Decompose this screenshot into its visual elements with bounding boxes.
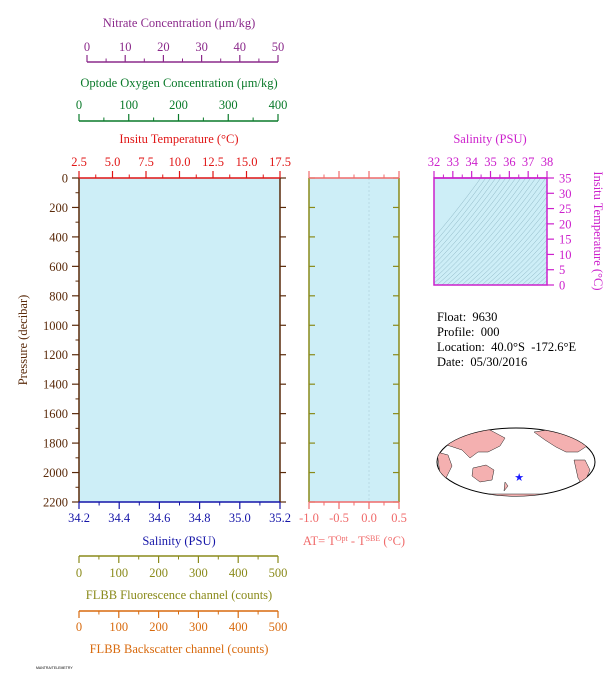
salinity-axis-tick-label: 35.2 — [269, 511, 291, 525]
greenland-land — [570, 428, 584, 436]
backscatter-axis-tick-label: 100 — [109, 620, 129, 634]
backscatter-axis-tick-label: 0 — [75, 620, 83, 634]
temperature-axis-tick-label: 7.5 — [138, 155, 154, 169]
salinity-axis-tick-label: 34.6 — [148, 511, 171, 525]
location: Location: 40.0°S -172.6°E — [437, 340, 577, 354]
pressure-tick-label: 1600 — [43, 407, 68, 422]
fluorescence-axis-tick-label: 500 — [268, 566, 288, 580]
at-axis-tick-label: -0.5 — [329, 511, 349, 525]
world-map — [437, 428, 595, 500]
footer-note: MANTRA/TELEMETRY — [36, 666, 73, 670]
backscatter-axis-tick-label: 200 — [149, 620, 168, 634]
pressure-tick-label: 1800 — [43, 436, 68, 451]
at-plot-area — [309, 178, 399, 502]
pressure-tick-label: 0 — [61, 171, 68, 186]
oxygen-axis-label: Optode Oxygen Concentration (μm/kg) — [80, 76, 278, 90]
oxygen-axis-tick-label: 300 — [218, 98, 238, 112]
oxygen-axis-tick-label: 400 — [268, 98, 288, 112]
temperature-axis-tick-label: 2.5 — [71, 155, 87, 169]
oxygen-axis-tick-label: 200 — [169, 98, 188, 112]
pressure-tick-label: 600 — [49, 259, 68, 274]
profile-chart — [16, 16, 291, 656]
float-location-marker: ★ — [514, 471, 525, 485]
fluorescence-axis-tick-label: 0 — [75, 566, 83, 580]
pressure-tick-label: 200 — [49, 200, 68, 215]
nitrate-axis-label: Nitrate Concentration (μm/kg) — [102, 16, 256, 30]
at-axis-tick-label: 0.5 — [391, 511, 407, 525]
salinity-axis-tick-label: 34.2 — [68, 511, 90, 525]
ts-title: Salinity (PSU) — [453, 132, 527, 146]
temperature-axis-tick-label: 10.0 — [168, 155, 191, 169]
oxygen-axis-tick-label: 0 — [75, 98, 83, 112]
nitrate-axis-tick-label: 40 — [233, 40, 247, 54]
pressure-tick-label: 400 — [49, 230, 68, 245]
ts-temp-tick-label: 15 — [559, 232, 572, 247]
pressure-tick-label: 1400 — [43, 377, 68, 392]
nitrate-axis-tick-label: 20 — [157, 40, 170, 54]
profile-number: Profile: 000 — [437, 325, 500, 339]
ts-salinity-axis-tick-label: 34 — [465, 155, 478, 169]
ts-diagram — [374, 132, 616, 295]
pressure-tick-label: 2000 — [43, 466, 68, 481]
at-axis-tick-label: -1.0 — [299, 511, 319, 525]
salinity-axis-tick-label: 34.4 — [108, 511, 131, 525]
oxygen-axis-tick-label: 100 — [119, 98, 139, 112]
nitrate-axis-tick-label: 50 — [271, 40, 285, 54]
backscatter-axis-tick-label: 500 — [268, 620, 288, 634]
ts-temp-tick-label: 35 — [559, 171, 572, 186]
at-axis-label: $AT= T^{Opt} - T^{SBE}$ (°C) — [302, 533, 406, 548]
salinity-axis-tick-label: 34.8 — [188, 511, 211, 525]
ts-salinity-axis-tick-label: 35 — [484, 155, 497, 169]
ts-temp-tick-label: 20 — [559, 217, 572, 232]
ts-salinity-axis-tick-label: 37 — [521, 155, 535, 169]
salinity-axis-tick-label: 35.0 — [228, 511, 251, 525]
ts-contour — [564, 145, 616, 295]
fluorescence-axis-tick-label: 400 — [228, 566, 248, 580]
ts-salinity-axis-tick-label: 33 — [446, 155, 460, 169]
ts-temp-tick-label: 25 — [559, 202, 572, 217]
backscatter-axis-tick-label: 400 — [228, 620, 248, 634]
ts-plot-area — [434, 178, 547, 285]
ts-salinity-axis-tick-label: 36 — [503, 155, 516, 169]
pressure-tick-label: 1200 — [43, 348, 68, 363]
at-axis-tick-label: 0.0 — [361, 511, 377, 525]
date: Date: 05/30/2016 — [437, 355, 528, 369]
temperature-axis-tick-label: 12.5 — [202, 155, 224, 169]
at-chart — [299, 171, 407, 548]
nitrate-axis-tick-label: 30 — [195, 40, 208, 54]
nitrate-axis-tick-label: 0 — [83, 40, 91, 54]
antarctica-land — [440, 494, 592, 500]
pressure-tick-label: 800 — [49, 289, 68, 304]
pressure-tick-label: 2200 — [43, 495, 68, 510]
fluorescence-axis-tick-label: 100 — [109, 566, 129, 580]
pressure-axis-label: Pressure (decibar) — [16, 294, 30, 386]
float-id: Float: 9630 — [437, 310, 498, 324]
ts-salinity-axis-tick-label: 38 — [540, 155, 554, 169]
temperature-axis-tick-label: 15.0 — [235, 155, 258, 169]
ts-temp-tick-label: 30 — [559, 186, 572, 201]
fluorescence-axis-label: FLBB Fluorescence channel (counts) — [85, 588, 273, 602]
backscatter-axis-tick-label: 300 — [189, 620, 208, 634]
ts-temp-tick-label: 10 — [559, 247, 572, 262]
pressure-tick-label: 1000 — [43, 318, 68, 333]
fluorescence-axis-tick-label: 300 — [189, 566, 208, 580]
salinity-axis-label: Salinity (PSU) — [142, 534, 216, 548]
temperature-axis-tick-label: 17.5 — [269, 155, 291, 169]
fluorescence-axis-tick-label: 200 — [149, 566, 168, 580]
nitrate-axis-tick-label: 10 — [118, 40, 132, 54]
profile-plot-area — [79, 178, 280, 502]
ts-salinity-axis-tick-label: 32 — [427, 155, 441, 169]
ts-temp-axis-label: Insitu Temperature (°C) — [591, 171, 605, 291]
backscatter-axis-label: FLBB Backscatter channel (counts) — [89, 642, 269, 656]
ts-temp-tick-label: 5 — [559, 263, 566, 278]
ts-temp-tick-label: 0 — [559, 278, 566, 293]
temperature-axis-tick-label: 5.0 — [104, 155, 121, 169]
temperature-axis-label: Insitu Temperature (°C) — [119, 132, 239, 146]
